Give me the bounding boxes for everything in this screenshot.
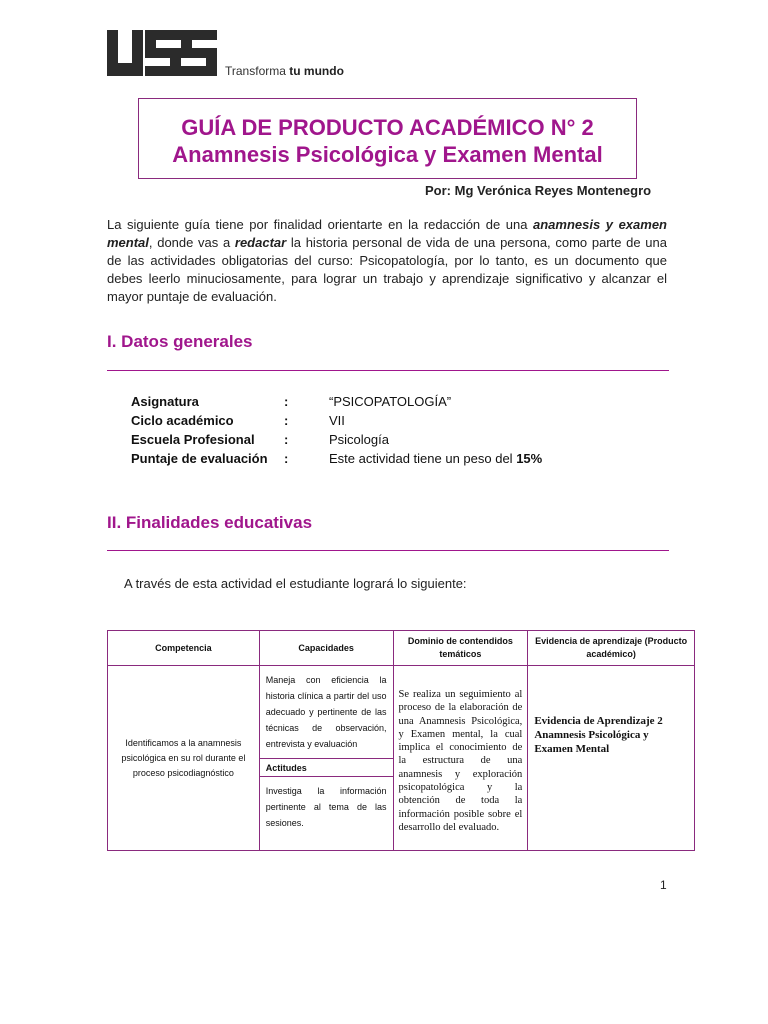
- field-label: Escuela Profesional: [131, 432, 255, 447]
- lead-sentence: A través de esta actividad el estudiante logrará lo siguiente:: [124, 576, 467, 591]
- field-label: Asignatura: [131, 394, 199, 409]
- section-heading-datos-generales: I. Datos generales: [107, 332, 253, 351]
- cell-capacidades: Maneja con eficiencia la historia clínica a partir del uso adecuado y pertinente de las técnicas de observación, entrevista y evaluación: [259, 666, 393, 759]
- header-capacidades: Capacidades: [259, 631, 393, 666]
- field-label: Ciclo académico: [131, 413, 234, 428]
- intro-text-1: La siguiente guía tiene por finalidad orientarte en la redacción de una: [107, 217, 534, 232]
- field-value: Psicología: [329, 432, 389, 447]
- field-colon: :: [284, 394, 289, 409]
- intro-paragraph: [107, 216, 667, 306]
- table-row: [108, 666, 695, 759]
- uss-logo: [107, 30, 217, 76]
- section-heading-finalidades: II. Finalidades educativas: [107, 513, 313, 532]
- field-label: Puntaje de evaluación: [131, 451, 268, 466]
- field-value: VII: [329, 413, 345, 428]
- document-subtitle: Anamnesis Psicológica y Examen Mental: [172, 142, 603, 167]
- field-value-bold: 15%: [516, 451, 543, 466]
- field-colon: :: [284, 432, 289, 447]
- cell-actitudes-label: Actitudes: [259, 759, 393, 777]
- document-title: GUÍA DE PRODUCTO ACADÉMICO N° 2: [181, 115, 594, 140]
- intro-text-3: la historia personal de vida de una persona, como parte de una de las actividades obligatorias del curso: Psicopatología, por lo tanto, es un documento que debes leerlo minuciosamente, para lograr un trabajo y aprendizaje significativo y alcanzar el mayor puntaje de evaluación.: [107, 235, 667, 304]
- field-value-text: Este actividad tiene un peso del: [329, 451, 517, 466]
- cell-competencia: Identificamos a la anamnesis psicológica en su rol durante el proceso psicodiagnóstico: [108, 666, 260, 851]
- title-box: [138, 98, 637, 179]
- header-competencia: Competencia: [108, 631, 260, 666]
- field-value: [329, 449, 542, 468]
- uss-logo-mark: [107, 30, 217, 76]
- cell-actitudes: Investiga la información pertinente al tema de las sesiones.: [259, 777, 393, 851]
- header-dominio: Dominio de contendidos temáticos: [393, 631, 528, 666]
- page-number: 1: [660, 878, 667, 892]
- intro-text-2: , donde vas a: [148, 235, 235, 250]
- field-value: “PSICOPATOLOGÍA”: [329, 394, 452, 409]
- table-header-row: [108, 631, 695, 666]
- competencies-table: [107, 630, 695, 851]
- intro-emphasis-2: redactar: [234, 235, 287, 250]
- cell-evidencia: Evidencia de Aprendizaje 2 Anamnesis Psicológica y Examen Mental: [528, 666, 695, 851]
- logo-tagline: [225, 64, 344, 78]
- cell-dominio: Se realiza un seguimiento al proceso de la elaboración de una Anamnesis Psicológica, y Examen mental, la cual implica el conocimiento de la estructura de una anamnesis y exploración psicopatológica y la obtención de toda la información posible sobre el desarrollo del evaluado.: [393, 666, 528, 851]
- tagline-prefix: Transforma: [225, 64, 286, 78]
- field-colon: :: [284, 451, 289, 466]
- field-colon: :: [284, 413, 289, 428]
- section-divider: [107, 370, 669, 371]
- tagline-bold: tu mundo: [289, 64, 344, 78]
- intro-emphasis-1: anamnesis y examen mental: [107, 217, 668, 250]
- author-line: Por: Mg Verónica Reyes Montenegro: [425, 183, 652, 198]
- section-divider: [107, 550, 669, 551]
- header-evidencia: Evidencia de aprendizaje (Producto académico): [528, 631, 695, 666]
